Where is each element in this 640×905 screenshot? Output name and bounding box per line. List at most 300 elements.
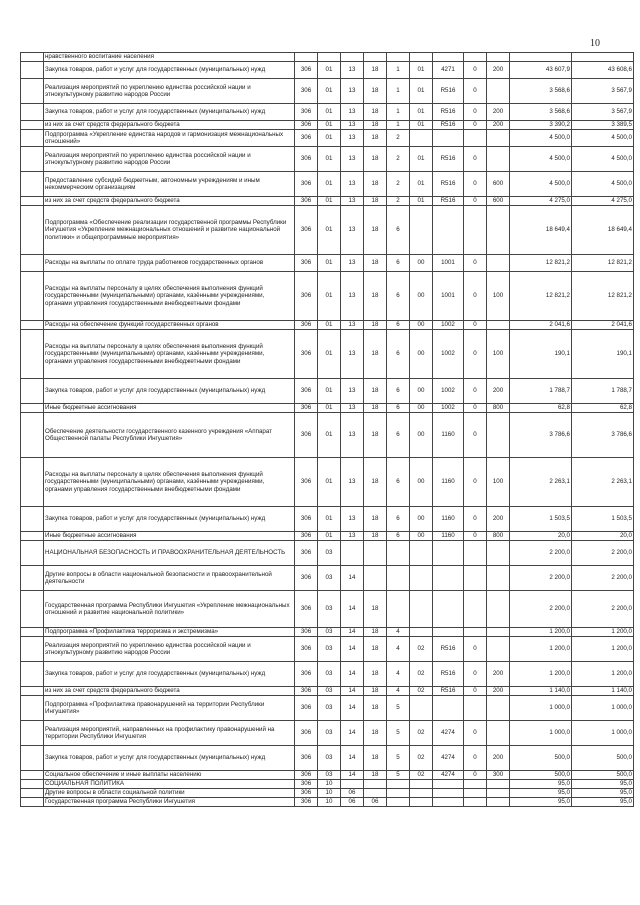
- event-code: 02: [410, 687, 433, 696]
- extra-code: [464, 628, 487, 637]
- table-row: [21, 780, 634, 789]
- event-code: [410, 53, 433, 62]
- blank-cell: [21, 721, 44, 746]
- section-code: 01: [318, 172, 341, 197]
- amount-2020: 43 608,6: [572, 62, 634, 79]
- amount-2020: 3 567,9: [572, 79, 634, 104]
- amount-2020: 2 263,1: [572, 458, 634, 507]
- subsection-code: 13: [341, 413, 364, 458]
- expense-type-code: 100: [487, 272, 510, 321]
- item-name: Закупка товаров, работ и услуг для государственных (муниципальных) нужд: [44, 62, 295, 79]
- program-code: [364, 53, 387, 62]
- blank-cell: [21, 53, 44, 62]
- extra-code: 0: [464, 507, 487, 532]
- program-code: 18: [364, 687, 387, 696]
- subprogram-code: [387, 541, 410, 566]
- table-row: [21, 79, 634, 104]
- table-row: [21, 591, 634, 628]
- subprogram-code: 5: [387, 721, 410, 746]
- direction-code: R516: [433, 79, 464, 104]
- blank-cell: [21, 147, 44, 172]
- table-row: [21, 662, 634, 687]
- subprogram-code: 5: [387, 746, 410, 771]
- expense-type-code: 200: [487, 104, 510, 121]
- subprogram-code: 6: [387, 321, 410, 330]
- program-code: [364, 780, 387, 789]
- subsection-code: 13: [341, 130, 364, 147]
- table-row: [21, 696, 634, 721]
- amount-2020: 1 200,0: [572, 662, 634, 687]
- subprogram-code: 6: [387, 404, 410, 413]
- direction-code: [433, 780, 464, 789]
- direction-code: R516: [433, 104, 464, 121]
- amount-2019: 1 503,5: [510, 507, 572, 532]
- amount-2019: 18 649,4: [510, 206, 572, 255]
- amount-2020: 4 275,0: [572, 197, 634, 206]
- expense-type-code: 200: [487, 379, 510, 404]
- extra-code: [464, 696, 487, 721]
- program-code: [364, 566, 387, 591]
- ministry-code: 306: [295, 272, 318, 321]
- item-name: СОЦИАЛЬНАЯ ПОЛИТИКА: [44, 780, 295, 789]
- table-row: [21, 330, 634, 379]
- ministry-code: [295, 53, 318, 62]
- blank-cell: [21, 379, 44, 404]
- subprogram-code: [387, 53, 410, 62]
- event-code: [410, 780, 433, 789]
- section-code: 01: [318, 321, 341, 330]
- subsection-code: 13: [341, 79, 364, 104]
- subsection-code: 14: [341, 591, 364, 628]
- subprogram-code: [387, 591, 410, 628]
- subsection-code: 14: [341, 746, 364, 771]
- expense-type-code: 600: [487, 172, 510, 197]
- event-code: 01: [410, 147, 433, 172]
- section-code: 01: [318, 507, 341, 532]
- amount-2020: 1 000,0: [572, 721, 634, 746]
- program-code: 18: [364, 130, 387, 147]
- section-code: 01: [318, 62, 341, 79]
- blank-cell: [21, 637, 44, 662]
- extra-code: 0: [464, 62, 487, 79]
- direction-code: [433, 789, 464, 798]
- subsection-code: 13: [341, 458, 364, 507]
- blank-cell: [21, 206, 44, 255]
- ministry-code: 306: [295, 413, 318, 458]
- extra-code: [464, 206, 487, 255]
- subprogram-code: [387, 780, 410, 789]
- ministry-code: 306: [295, 746, 318, 771]
- expense-type-code: [487, 628, 510, 637]
- item-name: Обеспечение деятельности государственного казенного учреждения «Аппарат Общественной палаты Республики Ингушетия»: [44, 413, 295, 458]
- item-name: Другие вопросы в области национальной безопасности и правоохранительной деятельности: [44, 566, 295, 591]
- subsection-code: 13: [341, 379, 364, 404]
- table-row: [21, 789, 634, 798]
- blank-cell: [21, 79, 44, 104]
- event-code: 00: [410, 413, 433, 458]
- subprogram-code: 6: [387, 206, 410, 255]
- amount-2019: 3 568,6: [510, 79, 572, 104]
- event-code: [410, 130, 433, 147]
- amount-2020: 1 000,0: [572, 696, 634, 721]
- ministry-code: 306: [295, 696, 318, 721]
- event-code: 01: [410, 172, 433, 197]
- program-code: 18: [364, 662, 387, 687]
- subsection-code: 13: [341, 330, 364, 379]
- direction-code: [433, 628, 464, 637]
- item-name: Расходы на обеспечение функций государственных органов: [44, 321, 295, 330]
- ministry-code: 306: [295, 458, 318, 507]
- extra-code: 0: [464, 172, 487, 197]
- ministry-code: 306: [295, 255, 318, 272]
- extra-code: 0: [464, 197, 487, 206]
- program-code: 18: [364, 458, 387, 507]
- subprogram-code: 2: [387, 197, 410, 206]
- extra-code: 0: [464, 121, 487, 130]
- item-name: Закупка товаров, работ и услуг для государственных (муниципальных) нужд: [44, 104, 295, 121]
- subprogram-code: 4: [387, 687, 410, 696]
- subsection-code: 13: [341, 197, 364, 206]
- direction-code: R516: [433, 662, 464, 687]
- ministry-code: 306: [295, 330, 318, 379]
- direction-code: R516: [433, 147, 464, 172]
- amount-2020: 95,0: [572, 780, 634, 789]
- amount-2020: 3 389,5: [572, 121, 634, 130]
- extra-code: [464, 798, 487, 807]
- extra-code: 0: [464, 687, 487, 696]
- table-row: [21, 507, 634, 532]
- subsection-code: 13: [341, 404, 364, 413]
- item-name: Подпрограмма «Профилактика правонарушений на территории Республики Ингушетия»: [44, 696, 295, 721]
- table-row: [21, 566, 634, 591]
- blank-cell: [21, 104, 44, 121]
- blank-cell: [21, 687, 44, 696]
- extra-code: 0: [464, 147, 487, 172]
- item-name: Реализация мероприятий по укреплению единства российской нации и этнокультурному развитию народов России: [44, 79, 295, 104]
- section-code: 10: [318, 789, 341, 798]
- item-name: Иные бюджетные ассигнования: [44, 532, 295, 541]
- ministry-code: 306: [295, 79, 318, 104]
- amount-2019: 4 500,0: [510, 172, 572, 197]
- amount-2019: 20,0: [510, 532, 572, 541]
- ministry-code: 306: [295, 197, 318, 206]
- blank-cell: [21, 798, 44, 807]
- item-name: Предоставление субсидий бюджетным, автономным учреждениям и иным некоммерческим организациям: [44, 172, 295, 197]
- event-code: 00: [410, 404, 433, 413]
- table-row: [21, 628, 634, 637]
- item-name: из них за счет средств федерального бюджета: [44, 121, 295, 130]
- direction-code: 1160: [433, 532, 464, 541]
- amount-2019: 62,8: [510, 404, 572, 413]
- subsection-code: 13: [341, 255, 364, 272]
- item-name: Подпрограмма «Профилактика терроризма и экстремизма»: [44, 628, 295, 637]
- blank-cell: [21, 413, 44, 458]
- table-row: [21, 541, 634, 566]
- blank-cell: [21, 771, 44, 780]
- amount-2019: 95,0: [510, 798, 572, 807]
- table-row: [21, 532, 634, 541]
- amount-2020: 2 200,0: [572, 566, 634, 591]
- item-name: Социальное обеспечение и иные выплаты населению: [44, 771, 295, 780]
- amount-2019: 1 140,0: [510, 687, 572, 696]
- program-code: 18: [364, 330, 387, 379]
- item-name: Закупка товаров, работ и услуг для государственных (муниципальных) нужд: [44, 746, 295, 771]
- extra-code: [464, 591, 487, 628]
- event-code: 02: [410, 721, 433, 746]
- expense-type-code: 100: [487, 458, 510, 507]
- subsection-code: 14: [341, 771, 364, 780]
- expense-type-code: [487, 321, 510, 330]
- amount-2020: 2 200,0: [572, 591, 634, 628]
- program-code: 18: [364, 147, 387, 172]
- item-name: Реализация мероприятий по укреплению единства российской нации и этнокультурному развитию народов России: [44, 637, 295, 662]
- direction-code: 4274: [433, 746, 464, 771]
- blank-cell: [21, 172, 44, 197]
- expense-type-code: [487, 130, 510, 147]
- amount-2020: 1 140,0: [572, 687, 634, 696]
- event-code: 00: [410, 507, 433, 532]
- item-name: Государственная программа Республики Ингушетия «Укрепление межнациональных отношений и развитие национальной политики»: [44, 591, 295, 628]
- extra-code: 0: [464, 379, 487, 404]
- table-row: [21, 147, 634, 172]
- amount-2020: 18 649,4: [572, 206, 634, 255]
- ministry-code: 306: [295, 662, 318, 687]
- amount-2020: 500,0: [572, 746, 634, 771]
- program-code: [364, 789, 387, 798]
- program-code: 18: [364, 121, 387, 130]
- expense-type-code: 100: [487, 330, 510, 379]
- event-code: [410, 206, 433, 255]
- item-name: Расходы на выплаты персоналу в целях обеспечения выполнения функций государственными (муниципальными) органами, казёнными учреждениями, органами управления государственными внебюджетными фондами: [44, 458, 295, 507]
- ministry-code: 306: [295, 147, 318, 172]
- subprogram-code: [387, 566, 410, 591]
- amount-2019: 2 200,0: [510, 541, 572, 566]
- section-code: 10: [318, 780, 341, 789]
- extra-code: 0: [464, 321, 487, 330]
- direction-code: [433, 130, 464, 147]
- amount-2020: 190,1: [572, 330, 634, 379]
- item-name: из них за счет средств федерального бюджета: [44, 197, 295, 206]
- amount-2020: 95,0: [572, 798, 634, 807]
- amount-2020: 4 500,0: [572, 172, 634, 197]
- extra-code: 0: [464, 771, 487, 780]
- extra-code: 0: [464, 104, 487, 121]
- expense-type-code: [487, 591, 510, 628]
- subprogram-code: 4: [387, 662, 410, 687]
- amount-2019: 3 390,2: [510, 121, 572, 130]
- subsection-code: 13: [341, 272, 364, 321]
- subsection-code: 14: [341, 628, 364, 637]
- item-name: из них за счет средств федерального бюджета: [44, 687, 295, 696]
- direction-code: R516: [433, 172, 464, 197]
- amount-2020: 12 821,2: [572, 272, 634, 321]
- expense-type-code: 200: [487, 507, 510, 532]
- direction-code: R516: [433, 121, 464, 130]
- subprogram-code: 2: [387, 130, 410, 147]
- ministry-code: 306: [295, 62, 318, 79]
- expense-type-code: [487, 780, 510, 789]
- amount-2020: 4 500,0: [572, 147, 634, 172]
- blank-cell: [21, 696, 44, 721]
- section-code: 03: [318, 628, 341, 637]
- extra-code: 0: [464, 746, 487, 771]
- extra-code: 0: [464, 330, 487, 379]
- subsection-code: 06: [341, 789, 364, 798]
- ministry-code: 306: [295, 130, 318, 147]
- extra-code: 0: [464, 79, 487, 104]
- amount-2020: 1 200,0: [572, 628, 634, 637]
- event-code: 01: [410, 197, 433, 206]
- direction-code: [433, 591, 464, 628]
- amount-2019: 1 788,7: [510, 379, 572, 404]
- amount-2020: 2 041,6: [572, 321, 634, 330]
- expense-type-code: 800: [487, 404, 510, 413]
- program-code: 18: [364, 628, 387, 637]
- section-code: 03: [318, 771, 341, 780]
- subsection-code: [341, 541, 364, 566]
- direction-code: [433, 53, 464, 62]
- section-code: 03: [318, 591, 341, 628]
- direction-code: R516: [433, 637, 464, 662]
- section-code: 01: [318, 458, 341, 507]
- event-code: 02: [410, 771, 433, 780]
- direction-code: 1002: [433, 321, 464, 330]
- event-code: [410, 591, 433, 628]
- ministry-code: 306: [295, 789, 318, 798]
- extra-code: 0: [464, 532, 487, 541]
- blank-cell: [21, 197, 44, 206]
- amount-2019: 2 263,1: [510, 458, 572, 507]
- amount-2019: 12 821,2: [510, 272, 572, 321]
- item-name: Реализация мероприятий по укреплению единства российской нации и этнокультурному развитию народов России: [44, 147, 295, 172]
- direction-code: R516: [433, 197, 464, 206]
- subprogram-code: 6: [387, 330, 410, 379]
- amount-2019: 500,0: [510, 771, 572, 780]
- extra-code: 0: [464, 721, 487, 746]
- ministry-code: 306: [295, 798, 318, 807]
- extra-code: [464, 53, 487, 62]
- table-row: [21, 272, 634, 321]
- item-name: Реализация мероприятий, направленных на профилактику правонарушений на территории Республики Ингушетия: [44, 721, 295, 746]
- blank-cell: [21, 662, 44, 687]
- amount-2020: [572, 53, 634, 62]
- subprogram-code: [387, 789, 410, 798]
- program-code: 18: [364, 62, 387, 79]
- expense-type-code: [487, 798, 510, 807]
- ministry-code: 306: [295, 771, 318, 780]
- extra-code: [464, 789, 487, 798]
- program-code: 18: [364, 379, 387, 404]
- table-row: [21, 62, 634, 79]
- amount-2019: 1 200,0: [510, 662, 572, 687]
- subsection-code: 13: [341, 172, 364, 197]
- section-code: 03: [318, 696, 341, 721]
- section-code: 01: [318, 79, 341, 104]
- amount-2020: 1 503,5: [572, 507, 634, 532]
- event-code: 01: [410, 62, 433, 79]
- program-code: 18: [364, 172, 387, 197]
- subsection-code: 14: [341, 721, 364, 746]
- event-code: [410, 798, 433, 807]
- event-code: 00: [410, 272, 433, 321]
- table-row: [21, 130, 634, 147]
- amount-2019: 12 821,2: [510, 255, 572, 272]
- item-name: Закупка товаров, работ и услуг для государственных (муниципальных) нужд: [44, 662, 295, 687]
- extra-code: 0: [464, 272, 487, 321]
- ministry-code: 306: [295, 121, 318, 130]
- item-name: Расходы на выплаты персоналу в целях обеспечения выполнения функций государственными (муниципальными) органами, казёнными учреждениями, органами управления государственными внебюджетными фондами: [44, 330, 295, 379]
- table-row: [21, 687, 634, 696]
- section-code: 03: [318, 566, 341, 591]
- expense-type-code: [487, 147, 510, 172]
- table-row: [21, 413, 634, 458]
- section-code: 01: [318, 532, 341, 541]
- program-code: 18: [364, 321, 387, 330]
- event-code: 02: [410, 746, 433, 771]
- subsection-code: 13: [341, 321, 364, 330]
- subprogram-code: 2: [387, 147, 410, 172]
- section-code: 03: [318, 637, 341, 662]
- item-name: Иные бюджетные ассигнования: [44, 404, 295, 413]
- ministry-code: 306: [295, 637, 318, 662]
- table-row: [21, 637, 634, 662]
- subsection-code: 14: [341, 696, 364, 721]
- program-code: 18: [364, 197, 387, 206]
- subprogram-code: 1: [387, 104, 410, 121]
- event-code: 00: [410, 379, 433, 404]
- program-code: 18: [364, 104, 387, 121]
- item-name: Другие вопросы в области социальной политики: [44, 789, 295, 798]
- direction-code: 4271: [433, 62, 464, 79]
- table-row: [21, 404, 634, 413]
- section-code: 10: [318, 798, 341, 807]
- direction-code: 1002: [433, 379, 464, 404]
- amount-2020: 62,8: [572, 404, 634, 413]
- subsection-code: 14: [341, 687, 364, 696]
- direction-code: 1001: [433, 255, 464, 272]
- direction-code: 1160: [433, 507, 464, 532]
- blank-cell: [21, 507, 44, 532]
- amount-2019: 3 786,6: [510, 413, 572, 458]
- amount-2019: 95,0: [510, 789, 572, 798]
- blank-cell: [21, 532, 44, 541]
- subprogram-code: 5: [387, 696, 410, 721]
- subprogram-code: 2: [387, 172, 410, 197]
- extra-code: 0: [464, 404, 487, 413]
- amount-2019: 1 200,0: [510, 637, 572, 662]
- program-code: 18: [364, 404, 387, 413]
- expense-type-code: 200: [487, 121, 510, 130]
- blank-cell: [21, 321, 44, 330]
- amount-2020: 4 500,0: [572, 130, 634, 147]
- subprogram-code: 6: [387, 413, 410, 458]
- expense-type-code: [487, 637, 510, 662]
- ministry-code: 306: [295, 206, 318, 255]
- amount-2019: 4 500,0: [510, 130, 572, 147]
- event-code: [410, 566, 433, 591]
- section-code: 01: [318, 272, 341, 321]
- ministry-code: 306: [295, 104, 318, 121]
- blank-cell: [21, 780, 44, 789]
- table-row: [21, 379, 634, 404]
- program-code: 18: [364, 272, 387, 321]
- event-code: 00: [410, 330, 433, 379]
- program-code: 18: [364, 721, 387, 746]
- subsection-code: 13: [341, 507, 364, 532]
- blank-cell: [21, 458, 44, 507]
- amount-2020: 500,0: [572, 771, 634, 780]
- expense-type-code: 200: [487, 662, 510, 687]
